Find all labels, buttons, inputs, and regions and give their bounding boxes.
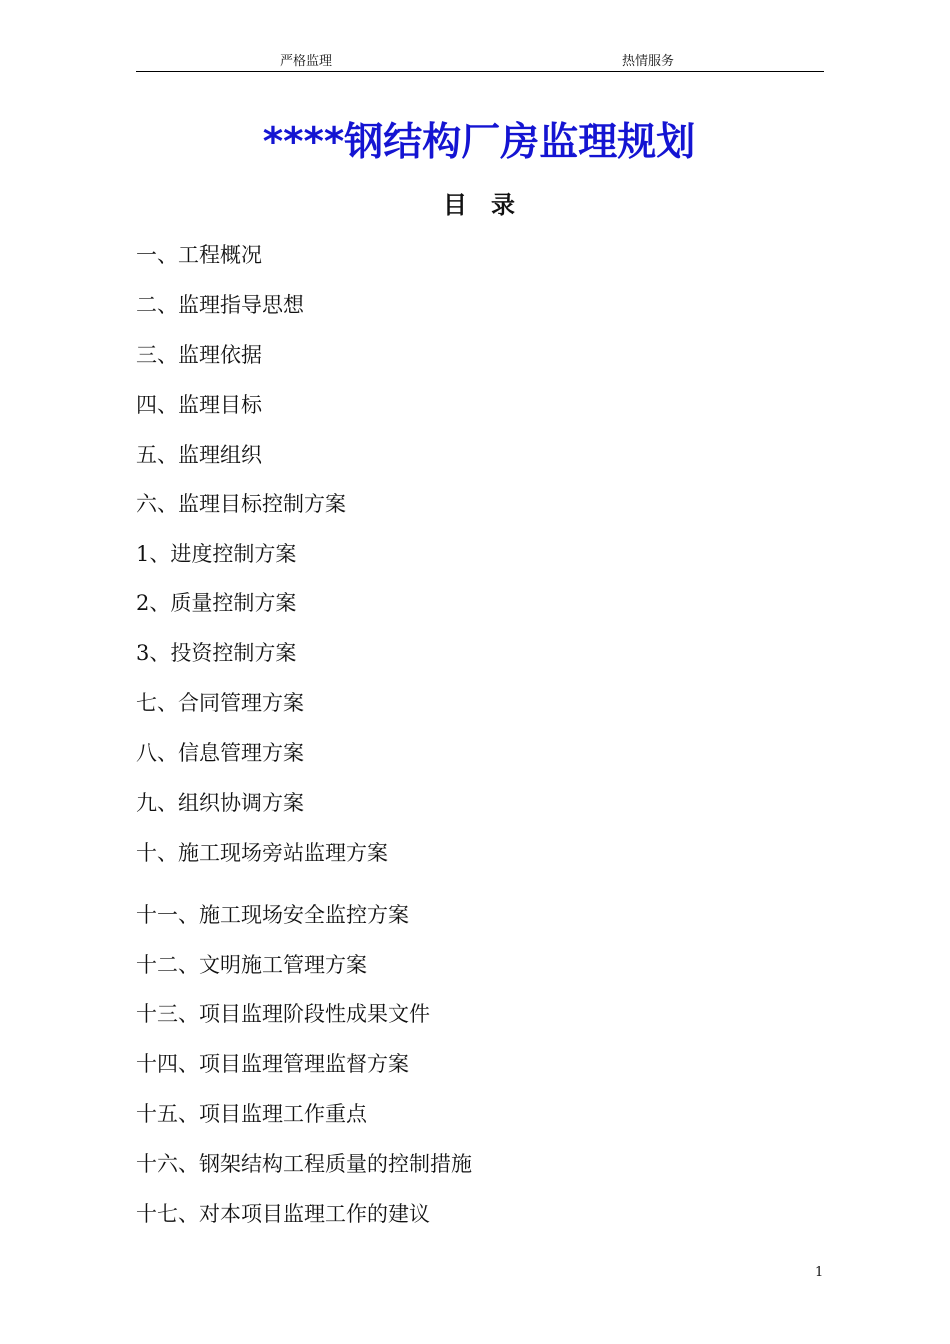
toc-item: 十三、项目监理阶段性成果文件: [136, 1002, 430, 1026]
toc-item: 六、监理目标控制方案: [136, 492, 346, 516]
toc-item: 2、质量控制方案: [136, 591, 297, 615]
toc-item: 三、监理依据: [136, 343, 262, 367]
header-right-text: 热情服务: [622, 54, 675, 69]
toc-item: 四、监理目标: [136, 393, 262, 417]
toc-item: 十五、项目监理工作重点: [136, 1102, 367, 1126]
page-number: 1: [815, 1265, 824, 1280]
toc-item: 1、进度控制方案: [136, 542, 297, 566]
toc-item: 3、投资控制方案: [136, 641, 297, 665]
toc-item: 二、监理指导思想: [136, 293, 304, 317]
toc-item: 十四、项目监理管理监督方案: [136, 1052, 409, 1076]
toc-item: 十六、钢架结构工程质量的控制措施: [136, 1152, 472, 1176]
toc-item: 十一、施工现场安全监控方案: [136, 903, 409, 927]
toc-item: 八、信息管理方案: [136, 741, 304, 765]
header-left-text: 严格监理: [280, 54, 333, 69]
toc-item: 七、合同管理方案: [136, 691, 304, 715]
toc-item: 十、施工现场旁站监理方案: [136, 841, 388, 865]
toc-heading: 目录: [443, 191, 539, 219]
toc-item: 十二、文明施工管理方案: [136, 953, 367, 977]
toc-item: 一、工程概况: [136, 243, 262, 267]
toc-item: 五、监理组织: [136, 443, 262, 467]
header-divider: [136, 71, 824, 72]
toc-item: 十七、对本项目监理工作的建议: [136, 1202, 430, 1226]
document-title: ****钢结构厂房监理规划: [262, 120, 696, 165]
toc-item: 九、组织协调方案: [136, 791, 304, 815]
